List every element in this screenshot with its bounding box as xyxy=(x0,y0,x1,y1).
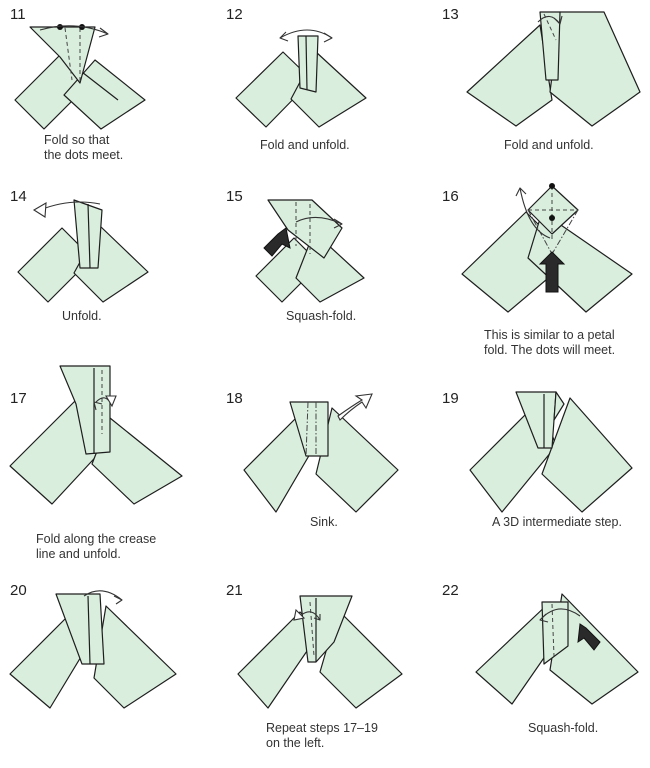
step-20 xyxy=(0,576,216,768)
step-18 xyxy=(216,384,432,576)
step-16 xyxy=(432,182,648,374)
step-21 xyxy=(216,576,432,768)
step-diagram xyxy=(432,182,648,312)
dot-marker xyxy=(57,24,63,30)
caption: Unfold. xyxy=(62,309,102,323)
caption: A 3D intermediate step. xyxy=(492,515,622,529)
caption: Sink. xyxy=(310,515,338,529)
sunk-point xyxy=(554,392,564,420)
right-flap xyxy=(94,606,176,708)
dot-marker xyxy=(549,183,555,189)
step-12 xyxy=(216,0,432,192)
caption: Squash-fold. xyxy=(528,721,599,735)
step-number: 18 xyxy=(226,390,243,407)
step-13 xyxy=(432,0,648,192)
step-22 xyxy=(432,576,648,768)
step-diagram xyxy=(432,384,648,514)
step-diagram xyxy=(0,576,216,706)
step-number: 11 xyxy=(10,6,26,23)
step-number: 16 xyxy=(442,188,459,205)
step-diagram xyxy=(0,0,216,130)
step-number: 20 xyxy=(10,582,27,599)
step-15 xyxy=(216,182,432,374)
caption: Squash-fold. xyxy=(286,309,357,323)
step-diagram xyxy=(216,384,432,514)
step-17 xyxy=(0,384,216,576)
step-11 xyxy=(0,0,216,192)
step-diagram xyxy=(216,182,432,312)
caption: Fold and unfold. xyxy=(504,138,594,152)
dot-marker xyxy=(549,215,555,221)
caption: Fold along the crease line and unfold. xyxy=(36,532,157,561)
step-diagram xyxy=(216,0,432,130)
sink-arrow xyxy=(338,394,372,420)
step-number: 15 xyxy=(226,188,243,205)
step-19 xyxy=(432,384,648,576)
caption: Fold so that the dots meet. xyxy=(44,133,124,162)
left-flap xyxy=(467,25,552,126)
step-number: 12 xyxy=(226,6,243,23)
caption: Fold and unfold. xyxy=(260,138,350,152)
step-number: 22 xyxy=(442,582,459,599)
step-number: 14 xyxy=(10,188,27,205)
caption: Repeat steps 17–19 on the left. xyxy=(266,721,378,750)
step-diagram xyxy=(216,576,432,706)
caption: This is similar to a petal fold. The dots will meet. xyxy=(484,328,616,357)
center-flap xyxy=(298,36,318,92)
step-diagram xyxy=(432,0,648,130)
step-diagram xyxy=(0,384,216,514)
step-number: 17 xyxy=(10,390,27,407)
step-diagram xyxy=(0,182,216,312)
step-number: 13 xyxy=(442,6,459,23)
right-flap xyxy=(550,12,640,126)
step-number: 21 xyxy=(226,582,243,599)
step-number: 19 xyxy=(442,390,459,407)
step-diagram xyxy=(432,576,648,706)
step-14 xyxy=(0,182,216,374)
